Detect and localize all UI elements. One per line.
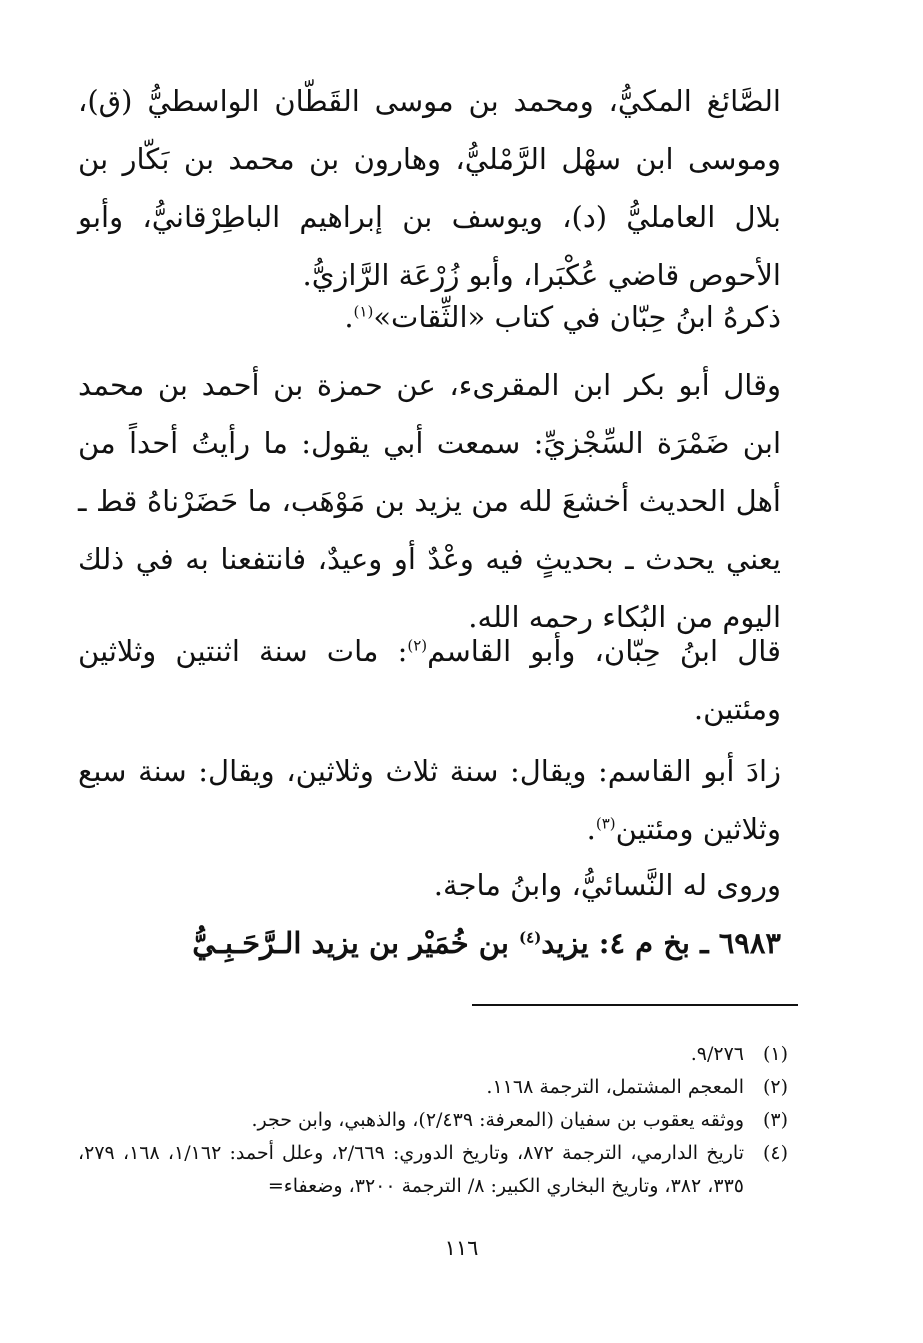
paragraph-abu-al-qasim-end: . bbox=[586, 812, 596, 846]
footnote-ref-2: (٢) bbox=[407, 636, 428, 655]
footnote-number: (٣) bbox=[762, 1109, 788, 1131]
death-year-paragraph bbox=[78, 622, 781, 738]
footnote-ref-3: (٣) bbox=[595, 814, 616, 833]
footnote-number: (٤) bbox=[762, 1142, 788, 1164]
ibn-hibban-thiqat-paragraph bbox=[78, 288, 781, 346]
paragraph-thiqat-text: ذكرهُ ابنُ حِبّان في كتاب «الثِّقات» bbox=[373, 300, 781, 334]
paragraph-narrated-by: وروى له النَّسائيُّ، وابنُ ماجة. bbox=[433, 868, 781, 902]
paragraph-death-year-text: قال ابنُ حِبّان، وأبو القاسم bbox=[427, 634, 781, 668]
paragraph-thiqat bbox=[78, 288, 781, 346]
footnote-number: (٢) bbox=[762, 1076, 788, 1098]
abu-al-qasim-addition-paragraph bbox=[78, 742, 781, 858]
paragraph-abu-al-qasim-text: زادَ أبو القاسم: ويقال: سنة ثلاث وثلاثين، ويقال: سنة سبع وثلاثين ومئتين bbox=[78, 754, 781, 846]
footnote bbox=[78, 1104, 788, 1137]
paragraph-abu-al-qasim bbox=[78, 742, 781, 858]
paragraph-thiqat-end: . bbox=[344, 300, 354, 334]
footnote-text: تاريخ الدارمي، الترجمة ٨٧٢، وتاريخ الدوري: ٢/٦٦٩، وعلل أحمد: ١/١٦٢، ١٦٨، ٢٧٩، ٣٣٥، ٣٨٢، وتاريخ البخاري الكبير: ٨/ الترجمة ٣٢٠٠، وضعفاء= bbox=[78, 1142, 745, 1197]
page-number: ١١٦ bbox=[444, 1236, 479, 1260]
footnote bbox=[78, 1071, 788, 1104]
footnote-ref-4: (٤) bbox=[519, 928, 542, 947]
footnotes-section bbox=[78, 1038, 788, 1203]
paragraph-death-year-end: : مات سنة اثنتين وثلاثين ومئتين. bbox=[78, 634, 781, 726]
narrated-by-paragraph bbox=[78, 856, 781, 914]
footnote bbox=[78, 1137, 788, 1203]
footnote-text: ٩/٢٧٦. bbox=[690, 1043, 744, 1065]
paragraph-ibn-al-muqri: وقال أبو بكر ابن المقرىء، عن حمزة بن أحمد بن محمد ابن ضَمْرَة السِّجْزيِّ: سمعت أبي يقول: ما رأيتُ أحداً من أهل الحديث أخشعَ لله من يزيد بن مَوْهَب، ما حَضَرْناهُ قط ـ يعني يحدث ـ بحديثٍ فيه وعْدٌ أو وعيدٌ، فانتفعنا به في ذلك اليوم من البُكاء رحمه الله. bbox=[78, 368, 781, 634]
entry-heading bbox=[78, 914, 781, 972]
footnote-number: (١) bbox=[762, 1043, 788, 1065]
entry-heading-end: بن خُمَيْر بن يزيد الـرَّحَـبِـيُّ bbox=[192, 926, 520, 960]
footnote-text: المعجم المشتمل، الترجمة ١١٦٨. bbox=[486, 1076, 744, 1098]
paragraph-narrators: الصَّائغ المكيُّ، ومحمد بن موسى القَطّان الواسطيُّ (ق)، وموسى ابن سهْل الرَّمْليُّ، وهارون بن محمد بن بَكّار بن بلال العامليُّ (د)، ويوسف بن إبراهيم الباطِرْقانيُّ، وأبو الأحوص قاضي عُكْبَرا، وأبو زُرْعَة الرَّازيُّ. bbox=[78, 84, 781, 292]
entry-heading-line bbox=[78, 914, 781, 972]
paragraph-death-year bbox=[78, 622, 781, 738]
footnote-divider bbox=[472, 1004, 798, 1006]
ibn-al-muqri-paragraph bbox=[78, 356, 781, 646]
footnote-text: ووثقه يعقوب بن سفيان (المعرفة: ٢/٤٣٩)، والذهبي، وابن حجر. bbox=[251, 1109, 744, 1131]
entry-heading-text: ٦٩٨٣ ـ بخ م ٤: يزيد bbox=[541, 926, 781, 960]
narrators-list-paragraph bbox=[78, 72, 781, 304]
footnote bbox=[78, 1038, 788, 1071]
footnote-ref-1: (١) bbox=[353, 302, 374, 321]
